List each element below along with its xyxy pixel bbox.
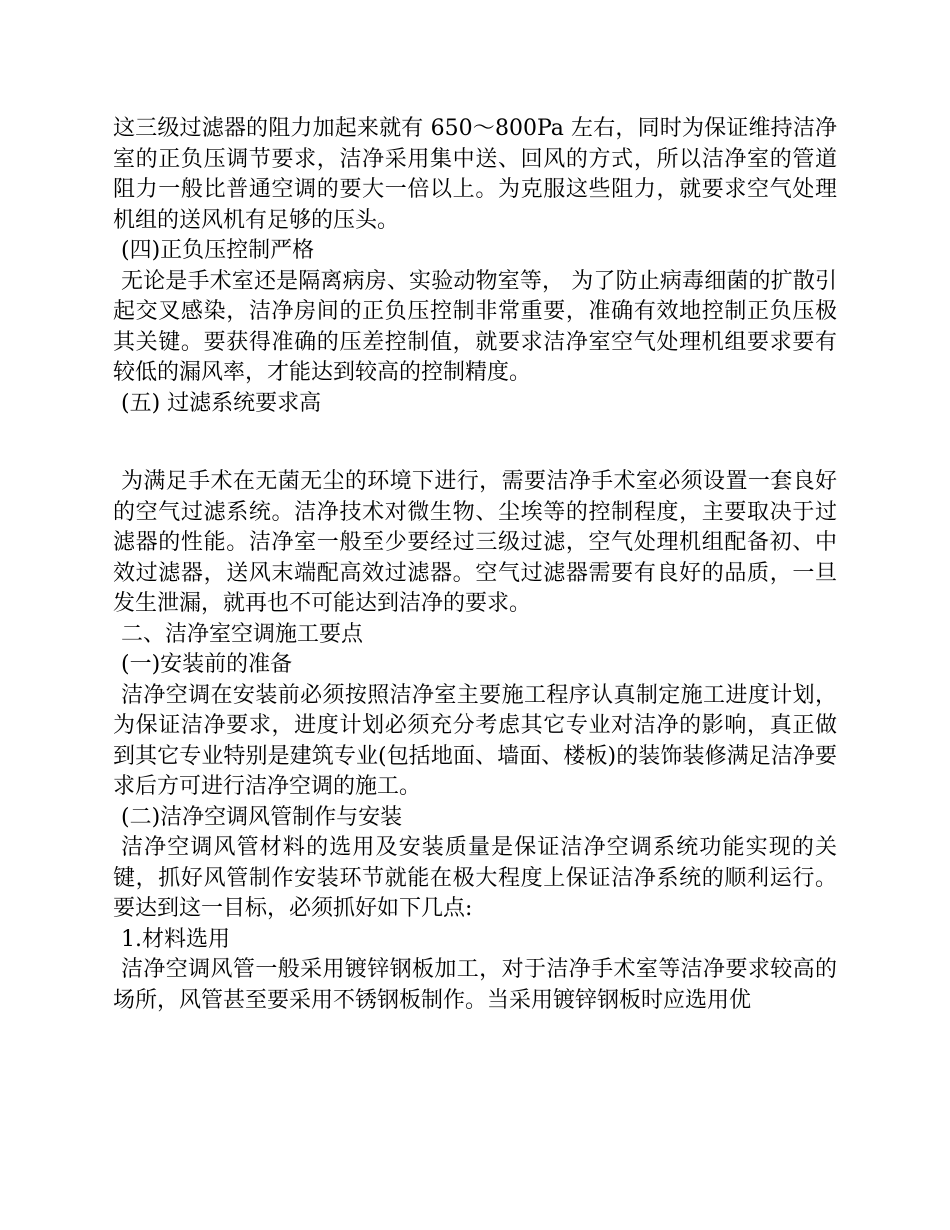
heading-preparation: (一)安装前的准备 xyxy=(121,652,293,677)
heading-material-selection: 1.材料选用 xyxy=(121,926,230,952)
document-page xyxy=(113,114,837,1016)
paragraph-preparation: 洁净空调在安装前必须按照洁净室主要施工程序认真制定施工进度计划，为保证洁净要求，进度计划必须充分考虑其它专业对洁净的影响，真正做到其它专业特别是建筑专业(包括地面、墙面、楼板)的装饰装修满足洁净要求后方可进行洁净空调的施工。 xyxy=(113,682,837,799)
paragraph-pressure-control: 无论是手术室还是隔离病房、实验动物室等， 为了防止病毒细菌的扩散引起交叉感染，洁净房间的正负压控制非常重要，准确有效地控制正负压极其关键。要获得准确的压差控制值，就要求洁净室空气处理机组要求要有较低的漏风率，才能达到较高的控制精度。 xyxy=(113,268,837,385)
heading-construction-points: 二、洁净室空调施工要点 xyxy=(121,621,364,647)
blank-line xyxy=(113,419,837,467)
heading-duct-fabrication: (二)洁净空调风管制作与安装 xyxy=(121,804,403,830)
paragraph-material-selection: 洁净空调风管一般采用镀锌钢板加工，对于洁净手术室等洁净要求较高的场所，风管甚至要采用不锈钢板制作。当采用镀锌钢板时应选用优 xyxy=(113,957,837,1013)
heading-pressure-control: (四)正负压控制严格 xyxy=(121,238,315,263)
heading-filter-system: (五) 过滤系统要求高 xyxy=(121,390,322,416)
paragraph-duct-fabrication: 洁净空调风管材料的选用及安装质量是保证洁净空调系统功能实现的关键，抓好风管制作安装环节就能在极大程度上保证洁净系统的顺利运行。要达到这一目标，必须抓好如下几点: xyxy=(113,835,837,921)
paragraph-filter-system: 为满足手术在无菌无尘的环境下进行，需要洁净手术室必须设置一套良好的空气过滤系统。洁净技术对微生物、尘埃等的控制程度，主要取决于过滤器的性能。洁净室一般至少要经过三级过滤，空气处理机组配备初、中效过滤器，送风末端配高效过滤器。空气过滤器需要有良好的品质，一旦发生泄漏，就再也不可能达到洁净的要求。 xyxy=(113,469,837,616)
paragraph-filter-resistance: 这三级过滤器的阻力加起来就有 650～800Pa 左右，同时为保证维持洁净室的正负压调节要求，洁净采用集中送、回风的方式，所以洁净室的管道阻力一般比普通空调的要大一倍以上。为克服这些阻力，就要求空气处理机组的送风机有足够的压头。 xyxy=(113,116,837,233)
